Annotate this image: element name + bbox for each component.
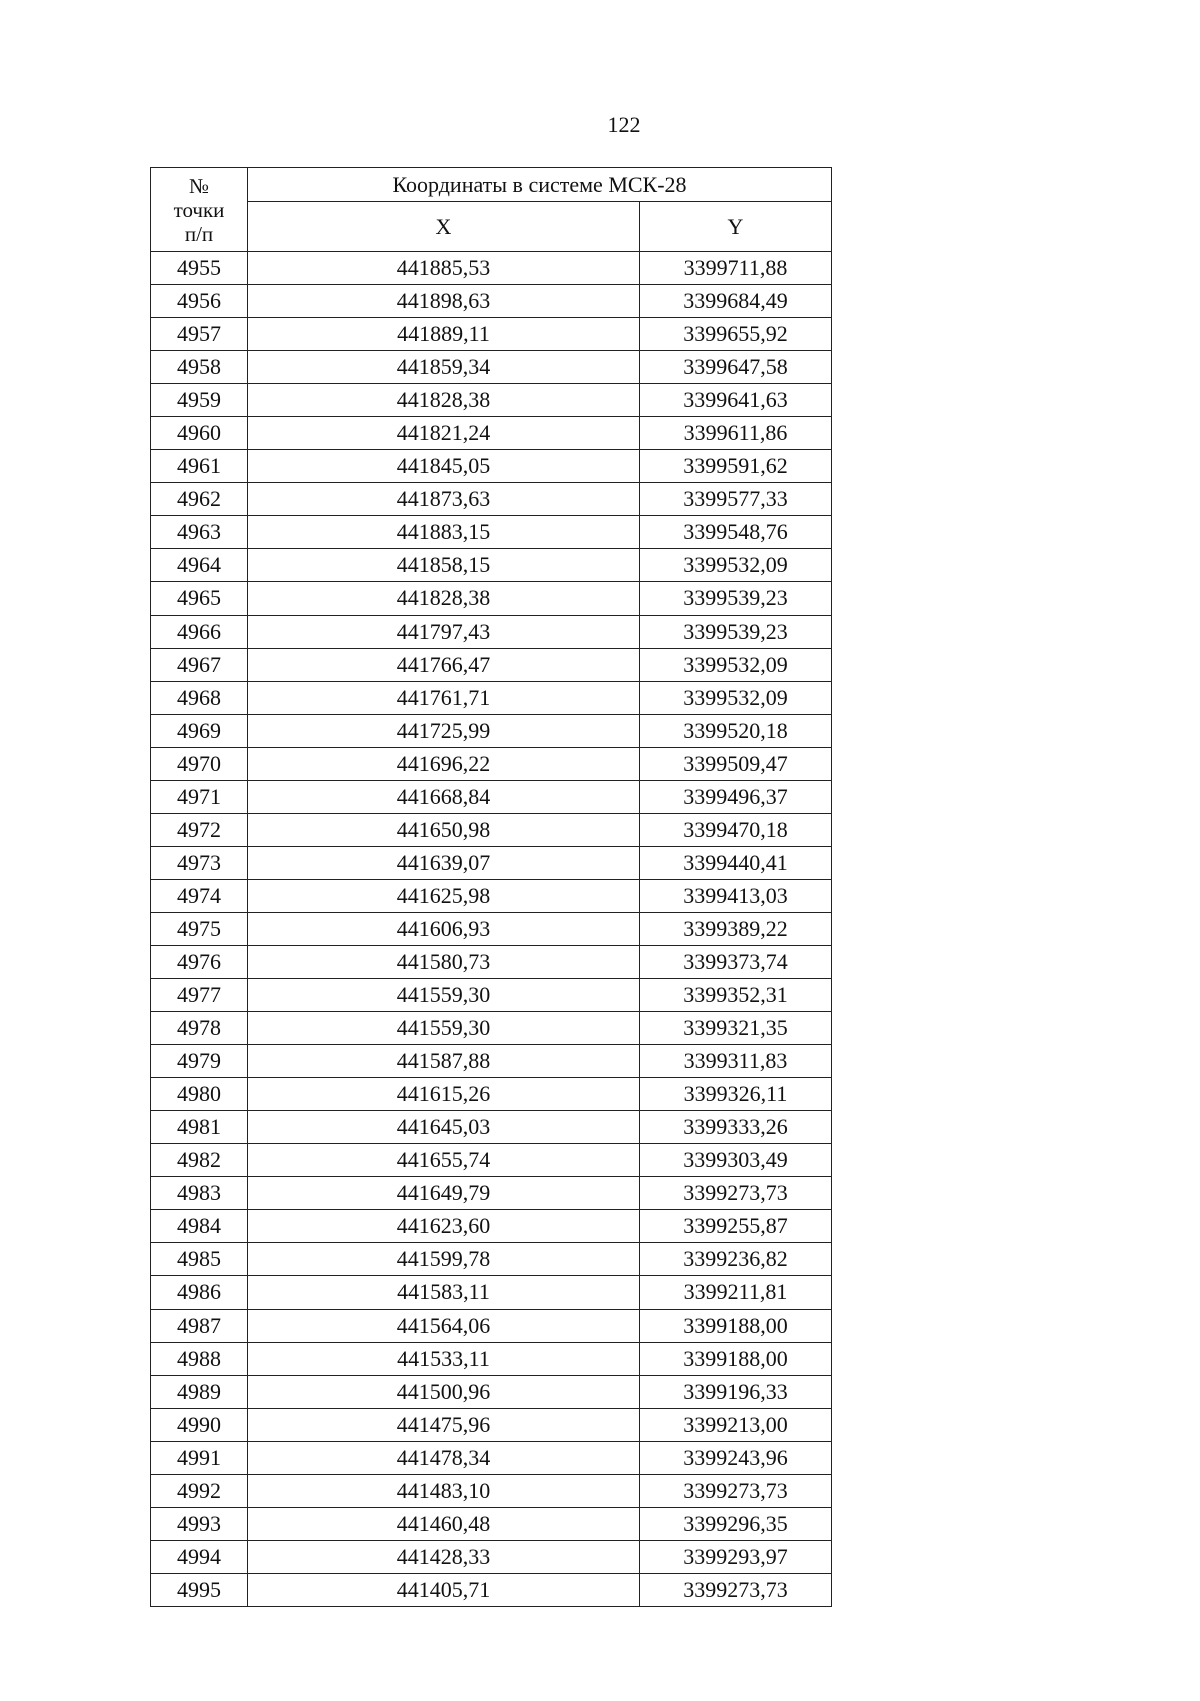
table-row [151,1111,832,1144]
header-num-sign: № [188,173,210,198]
y-coordinate-cell: 3399273,73 [640,1177,832,1210]
point-number-cell: 4994 [151,1540,248,1573]
table-row [151,1507,832,1540]
header-num-abbrev: п/п [184,221,214,246]
y-coordinate-cell: 3399255,87 [640,1210,832,1243]
y-coordinate-cell: 3399655,92 [640,318,832,351]
y-coordinate-cell: 3399389,22 [640,912,832,945]
table-row [151,846,832,879]
y-coordinate-cell: 3399213,00 [640,1408,832,1441]
y-coordinate-cell: 3399333,26 [640,1111,832,1144]
x-coordinate-cell: 441898,63 [248,285,640,318]
y-coordinate-cell: 3399296,35 [640,1507,832,1540]
y-coordinate-cell: 3399188,00 [640,1309,832,1342]
point-number-cell: 4958 [151,351,248,384]
y-coordinate-cell: 3399211,81 [640,1276,832,1309]
table-row [151,351,832,384]
y-coordinate-cell: 3399326,11 [640,1078,832,1111]
point-number-cell: 4977 [151,979,248,1012]
y-coordinate-cell: 3399236,82 [640,1243,832,1276]
y-coordinate-cell: 3399470,18 [640,813,832,846]
point-number-cell: 4955 [151,252,248,285]
point-number-cell: 4975 [151,912,248,945]
y-coordinate-cell: 3399532,09 [640,648,832,681]
point-number-cell: 4972 [151,813,248,846]
table-row [151,384,832,417]
x-coordinate-cell: 441587,88 [248,1045,640,1078]
point-number-cell: 4971 [151,780,248,813]
table-row [151,1078,832,1111]
header-coordinates-group: Координаты в системе МСК-28 [248,168,832,202]
x-coordinate-cell: 441650,98 [248,813,640,846]
table-row [151,1045,832,1078]
point-number-cell: 4992 [151,1474,248,1507]
point-number-cell: 4993 [151,1507,248,1540]
point-number-cell: 4995 [151,1573,248,1606]
table-row [151,417,832,450]
point-number-cell: 4991 [151,1441,248,1474]
table-row [151,681,832,714]
header-x: X [248,202,640,252]
point-number-cell: 4965 [151,582,248,615]
point-number-cell: 4964 [151,549,248,582]
x-coordinate-cell: 441766,47 [248,648,640,681]
point-number-cell: 4973 [151,846,248,879]
point-number-cell: 4979 [151,1045,248,1078]
x-coordinate-cell: 441858,15 [248,549,640,582]
y-coordinate-cell: 3399520,18 [640,714,832,747]
table-header [151,168,832,252]
x-coordinate-cell: 441599,78 [248,1243,640,1276]
header-row-1 [151,168,832,202]
y-coordinate-cell: 3399496,37 [640,780,832,813]
y-coordinate-cell: 3399293,97 [640,1540,832,1573]
y-coordinate-cell: 3399611,86 [640,417,832,450]
x-coordinate-cell: 441883,15 [248,516,640,549]
point-number-cell: 4961 [151,450,248,483]
table-row [151,252,832,285]
point-number-cell: 4982 [151,1144,248,1177]
table-row [151,879,832,912]
header-num-word: точки [173,197,225,222]
x-coordinate-cell: 441500,96 [248,1375,640,1408]
x-coordinate-cell: 441696,22 [248,747,640,780]
point-number-cell: 4970 [151,747,248,780]
point-number-cell: 4989 [151,1375,248,1408]
point-number-cell: 4968 [151,681,248,714]
table-row [151,1408,832,1441]
x-coordinate-cell: 441845,05 [248,450,640,483]
y-coordinate-cell: 3399352,31 [640,979,832,1012]
y-coordinate-cell: 3399684,49 [640,285,832,318]
table-row [151,1012,832,1045]
header-y: Y [640,202,832,252]
table-row [151,1276,832,1309]
y-coordinate-cell: 3399311,83 [640,1045,832,1078]
x-coordinate-cell: 441606,93 [248,912,640,945]
header-row-2 [151,202,832,252]
table-row [151,912,832,945]
point-number-cell: 4956 [151,285,248,318]
point-number-cell: 4986 [151,1276,248,1309]
y-coordinate-cell: 3399273,73 [640,1573,832,1606]
x-coordinate-cell: 441761,71 [248,681,640,714]
table-row [151,1573,832,1606]
x-coordinate-cell: 441483,10 [248,1474,640,1507]
x-coordinate-cell: 441885,53 [248,252,640,285]
x-coordinate-cell: 441583,11 [248,1276,640,1309]
y-coordinate-cell: 3399532,09 [640,681,832,714]
point-number-cell: 4984 [151,1210,248,1243]
table-row [151,979,832,1012]
y-coordinate-cell: 3399647,58 [640,351,832,384]
x-coordinate-cell: 441405,71 [248,1573,640,1606]
x-coordinate-cell: 441889,11 [248,318,640,351]
table-row [151,648,832,681]
x-coordinate-cell: 441873,63 [248,483,640,516]
table-row [151,813,832,846]
point-number-cell: 4978 [151,1012,248,1045]
point-number-cell: 4967 [151,648,248,681]
point-number-cell: 4980 [151,1078,248,1111]
x-coordinate-cell: 441859,34 [248,351,640,384]
y-coordinate-cell: 3399539,23 [640,582,832,615]
table-row [151,318,832,351]
y-coordinate-cell: 3399440,41 [640,846,832,879]
table-row [151,1474,832,1507]
y-coordinate-cell: 3399539,23 [640,615,832,648]
table-row [151,945,832,978]
point-number-cell: 4959 [151,384,248,417]
table-row [151,516,832,549]
y-coordinate-cell: 3399577,33 [640,483,832,516]
x-coordinate-cell: 441725,99 [248,714,640,747]
table-row [151,747,832,780]
y-coordinate-cell: 3399243,96 [640,1441,832,1474]
table-row [151,549,832,582]
point-number-cell: 4988 [151,1342,248,1375]
point-number-cell: 4990 [151,1408,248,1441]
y-coordinate-cell: 3399591,62 [640,450,832,483]
point-number-cell: 4976 [151,945,248,978]
x-coordinate-cell: 441649,79 [248,1177,640,1210]
header-point-number [151,168,248,252]
x-coordinate-cell: 441655,74 [248,1144,640,1177]
y-coordinate-cell: 3399321,35 [640,1012,832,1045]
x-coordinate-cell: 441828,38 [248,384,640,417]
x-coordinate-cell: 441564,06 [248,1309,640,1342]
table-body [151,252,832,1607]
point-number-cell: 4983 [151,1177,248,1210]
table-row [151,780,832,813]
y-coordinate-cell: 3399641,63 [640,384,832,417]
x-coordinate-cell: 441797,43 [248,615,640,648]
table-row [151,615,832,648]
table-row [151,1540,832,1573]
x-coordinate-cell: 441533,11 [248,1342,640,1375]
y-coordinate-cell: 3399373,74 [640,945,832,978]
x-coordinate-cell: 441821,24 [248,417,640,450]
table-row [151,285,832,318]
x-coordinate-cell: 441478,34 [248,1441,640,1474]
point-number-cell: 4960 [151,417,248,450]
coordinates-table [150,167,832,1607]
x-coordinate-cell: 441828,38 [248,582,640,615]
table-row [151,1309,832,1342]
x-coordinate-cell: 441428,33 [248,1540,640,1573]
page-number: 122 [607,112,641,137]
point-number-cell: 4966 [151,615,248,648]
y-coordinate-cell: 3399196,33 [640,1375,832,1408]
x-coordinate-cell: 441639,07 [248,846,640,879]
table-row [151,450,832,483]
point-number-cell: 4974 [151,879,248,912]
x-coordinate-cell: 441559,30 [248,979,640,1012]
y-coordinate-cell: 3399509,47 [640,747,832,780]
y-coordinate-cell: 3399532,09 [640,549,832,582]
table-row [151,1177,832,1210]
y-coordinate-cell: 3399188,00 [640,1342,832,1375]
point-number-cell: 4969 [151,714,248,747]
y-coordinate-cell: 3399413,03 [640,879,832,912]
point-number-cell: 4962 [151,483,248,516]
table-row [151,1342,832,1375]
y-coordinate-cell: 3399303,49 [640,1144,832,1177]
table-row [151,1210,832,1243]
x-coordinate-cell: 441668,84 [248,780,640,813]
x-coordinate-cell: 441625,98 [248,879,640,912]
point-number-cell: 4957 [151,318,248,351]
table-row [151,1441,832,1474]
x-coordinate-cell: 441645,03 [248,1111,640,1144]
x-coordinate-cell: 441580,73 [248,945,640,978]
point-number-cell: 4987 [151,1309,248,1342]
point-number-cell: 4981 [151,1111,248,1144]
table-row [151,1375,832,1408]
x-coordinate-cell: 441475,96 [248,1408,640,1441]
y-coordinate-cell: 3399711,88 [640,252,832,285]
table-row [151,483,832,516]
y-coordinate-cell: 3399273,73 [640,1474,832,1507]
x-coordinate-cell: 441460,48 [248,1507,640,1540]
point-number-cell: 4963 [151,516,248,549]
table-row [151,1243,832,1276]
x-coordinate-cell: 441615,26 [248,1078,640,1111]
table-row [151,582,832,615]
y-coordinate-cell: 3399548,76 [640,516,832,549]
x-coordinate-cell: 441559,30 [248,1012,640,1045]
table-row [151,1144,832,1177]
point-number-cell: 4985 [151,1243,248,1276]
x-coordinate-cell: 441623,60 [248,1210,640,1243]
table-row [151,714,832,747]
